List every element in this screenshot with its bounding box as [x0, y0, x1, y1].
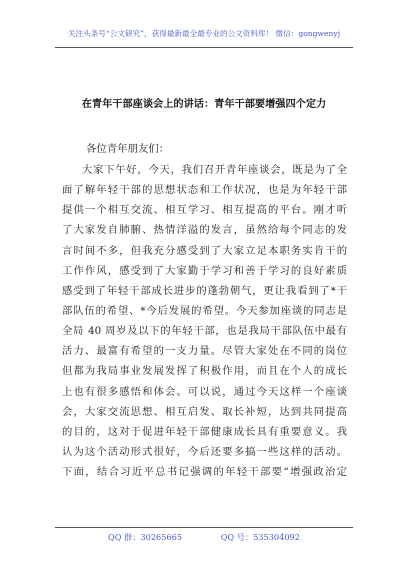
body-line: 工作作风，感受到了大家勤于学习和善于学习的良好素质 — [62, 264, 347, 277]
body-line: 但都为我局事业发展发挥了积极作用，而且在个人的成长 — [62, 365, 347, 378]
body-line: 感受到了年轻干部成长进步的蓬勃朝气，更让我看到了*干 — [62, 284, 347, 297]
body-line: 提供一个相互交流、相互学习、相互提高的平台。刚才听 — [62, 204, 347, 217]
body-line: 认为这个活动形式很好，今后还要多搞一些这样的活动。 — [62, 445, 347, 458]
salutation: 各位青年朋友们： — [86, 143, 170, 155]
body-line: 上也有很多感悟和体会。可以说，通过今天这样一个座谈 — [62, 385, 347, 398]
body-line: 下面，结合习近平总书记强调的年轻干部要“增强政治定 — [62, 466, 347, 479]
document-title: 在青年干部座谈会上的讲话：青年干部要增强四个定力 — [81, 98, 327, 110]
footer-qq-number: QQ 号：535304092 — [220, 532, 300, 542]
body-line: 部队伍的希望、*今后发展的希望。今天参加座谈的同志是 — [62, 304, 347, 317]
body-line: 面了解年轻干部的思想状态和工作状况，也是为年轻干部 — [62, 184, 347, 197]
header-divider — [55, 47, 353, 48]
body-line: 了大家发自肺腑、热情洋溢的发言，虽然给每个同志的发 — [62, 224, 347, 237]
body-line: 言时间不多，但我充分感受到了大家立足本职务实肯干的 — [62, 244, 347, 257]
header-banner: 关注头条号“公文研究”，获得最新最全最专业的公文资料库！ 微信：gongwenyj — [67, 29, 341, 38]
body-line: 活力、最富有希望的一支力量。尽管大家处在不同的岗位 — [62, 345, 347, 358]
body-line: 大家下午好，今天，我们召开青年座谈会，既是为了全 — [82, 164, 347, 176]
footer-contacts — [0, 532, 408, 543]
document-body — [62, 160, 347, 482]
footer-divider — [55, 527, 353, 528]
body-line: 的目的，这对于促进年轻干部健康成长具有重要意义。我 — [62, 425, 347, 438]
body-line: 会，大家交流思想、相互启发、取长补短，达到共同提高 — [62, 405, 347, 418]
footer-qq-group: QQ 群：30265665 — [108, 532, 183, 542]
body-line: 全局 40 周岁及以下的年轻干部，也是我局干部队伍中最有 — [62, 325, 347, 338]
